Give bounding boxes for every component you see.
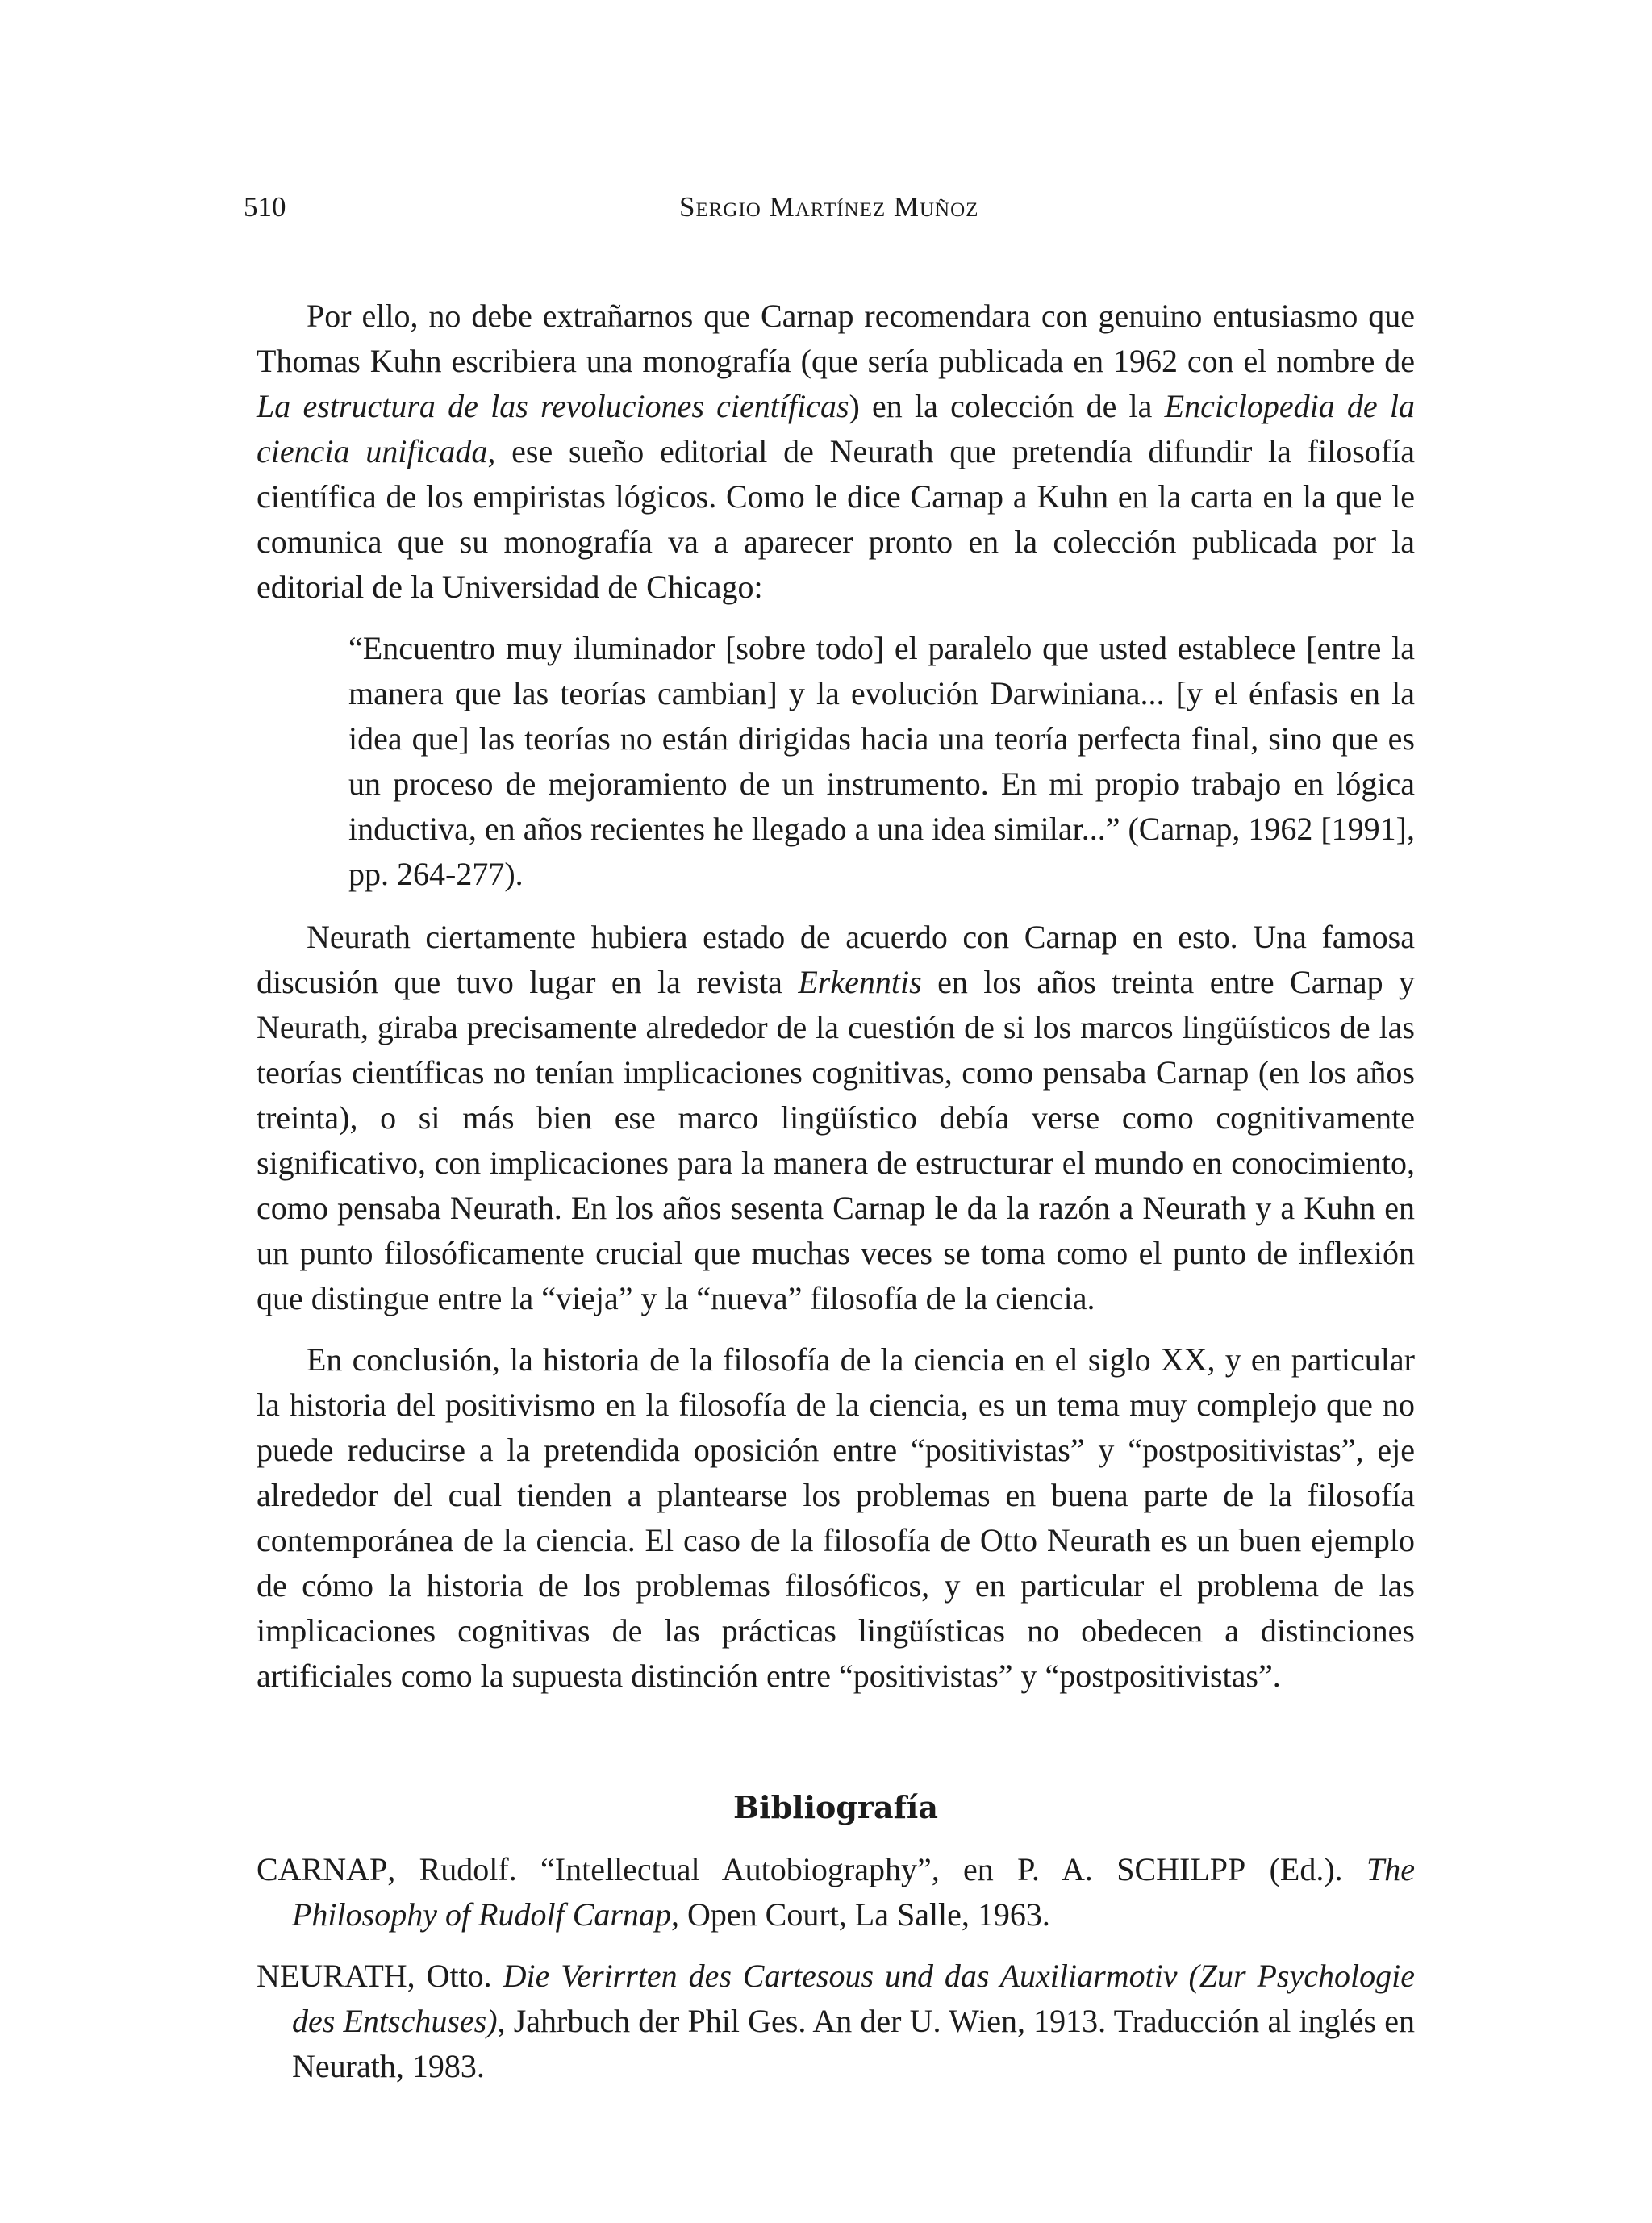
- paragraph-2: [257, 915, 1415, 1321]
- book-title-estructura: La estructura de las revoluciones científicas: [257, 388, 849, 424]
- text-body: [257, 294, 1415, 2089]
- bibliography-entry-neurath: [257, 1954, 1415, 2089]
- paragraph-1-text-c: , ese sueño editorial de Neurath que pretendía difundir la filosofía científica de los empiristas lógicos. Como le dice Carnap a Kuhn en la carta en la que le comunica que su monografía va a aparecer pronto en la colección publicada por la editorial de la Universidad de Chicago:: [257, 433, 1415, 605]
- bib-author: CARNAP: [257, 1851, 388, 1887]
- bib-text: , Rudolf. “Intellectual Autobiography”, en P. A.: [387, 1851, 1117, 1887]
- running-head: Sergio Martínez Muñoz: [679, 191, 979, 223]
- bib-editor: SCHILPP: [1116, 1851, 1246, 1887]
- paragraph-3: En conclusión, la historia de la filosofía de la ciencia en el siglo XX, y en particular la historia del positivismo en la filosofía de la ciencia, es un tema muy complejo que no puede reducirse a la pretendida oposición entre “positivistas” y “postpositivistas”, eje alrededor del cual tienden a plantearse los problemas en buena parte de la filosofía contemporánea de la ciencia. El caso de la filosofía de Otto Neurath es un buen ejemplo de cómo la historia de los problemas filosóficos, y en particular el problema de las implicaciones cognitivas de las prácticas lingüísticas no obedecen a distinciones artificiales como la supuesta distinción entre “positivistas” y “postpositivistas”.: [257, 1341, 1415, 1694]
- paragraph-1: [257, 294, 1415, 610]
- bib-text: , Otto.: [407, 1958, 503, 1994]
- journal-title: Erkenntis: [798, 964, 922, 1000]
- book-title-enciclopedia: Enciclopedia de la ciencia unificada: [257, 388, 1416, 469]
- bibliography-entry-carnap: [257, 1847, 1415, 1937]
- bib-title: The Philosophy of Rudolf Carnap: [292, 1851, 1416, 1933]
- page-number: 510: [244, 191, 286, 223]
- paragraph-1-text-a: Por ello, no debe extrañarnos que Carnap recomendara con genuino entusiasmo que Thomas Kuhn escribiera una monografía (que sería publicada en 1962 con el nombre de: [257, 298, 1415, 379]
- bib-text: , Jahrbuch der Phil Ges. An der U. Wien, 1913. Traducción al inglés en Neurath, 1983.: [292, 2003, 1415, 2084]
- paragraph-1-text-b: ) en la colección de la: [849, 388, 1165, 424]
- bib-title: Die Verirrten des Cartesous und das Auxiliarmotiv (Zur Psychologie des Entschuses): [292, 1958, 1415, 2039]
- bibliography-heading: Bibliografía: [733, 1789, 938, 1825]
- paragraph-2-text-a: Neurath ciertamente hubiera estado de acuerdo con Carnap en esto. Una famosa discusión que tuvo lugar en la revista: [257, 919, 1415, 1000]
- bib-text: , Open Court, La Salle, 1963.: [671, 1896, 1050, 1933]
- bib-text: (Ed.).: [1245, 1851, 1367, 1887]
- paragraph-2-text-b: en los años treinta entre Carnap y Neurath, giraba precisamente alrededor de la cuestión de si los marcos lingüísticos de las teorías científicas no tenían implicaciones cognitivas, como pensaba Carnap (en los años treinta), o si más bien ese marco lingüístico debía verse como cognitivamente significativo, con implicaciones para la manera de estructurar el mundo en conocimiento, como pensaba Neurath. En los años sesenta Carnap le da la razón a Neurath y a Kuhn en un punto filosóficamente crucial que muchas veces se toma como el punto de inflexión que distingue entre la “vieja” y la “nueva” filosofía de la ciencia.: [257, 964, 1415, 1316]
- page-header: [244, 187, 1416, 227]
- bib-author: NEURATH: [257, 1958, 407, 1994]
- block-quote: “Encuentro muy iluminador [sobre todo] el paralelo que usted establece [entre la manera que las teorías cambian] y la evolución Darwiniana... [y el énfasis en la idea que] las teorías no están dirigidas hacia una teoría perfecta final, sino que es un proceso de mejoramiento de un instrumento. En mi propio trabajo en lógica inductiva, en años recientes he llegado a una idea similar...” (Carnap, 1962 [1991], pp. 264-277).: [348, 630, 1415, 892]
